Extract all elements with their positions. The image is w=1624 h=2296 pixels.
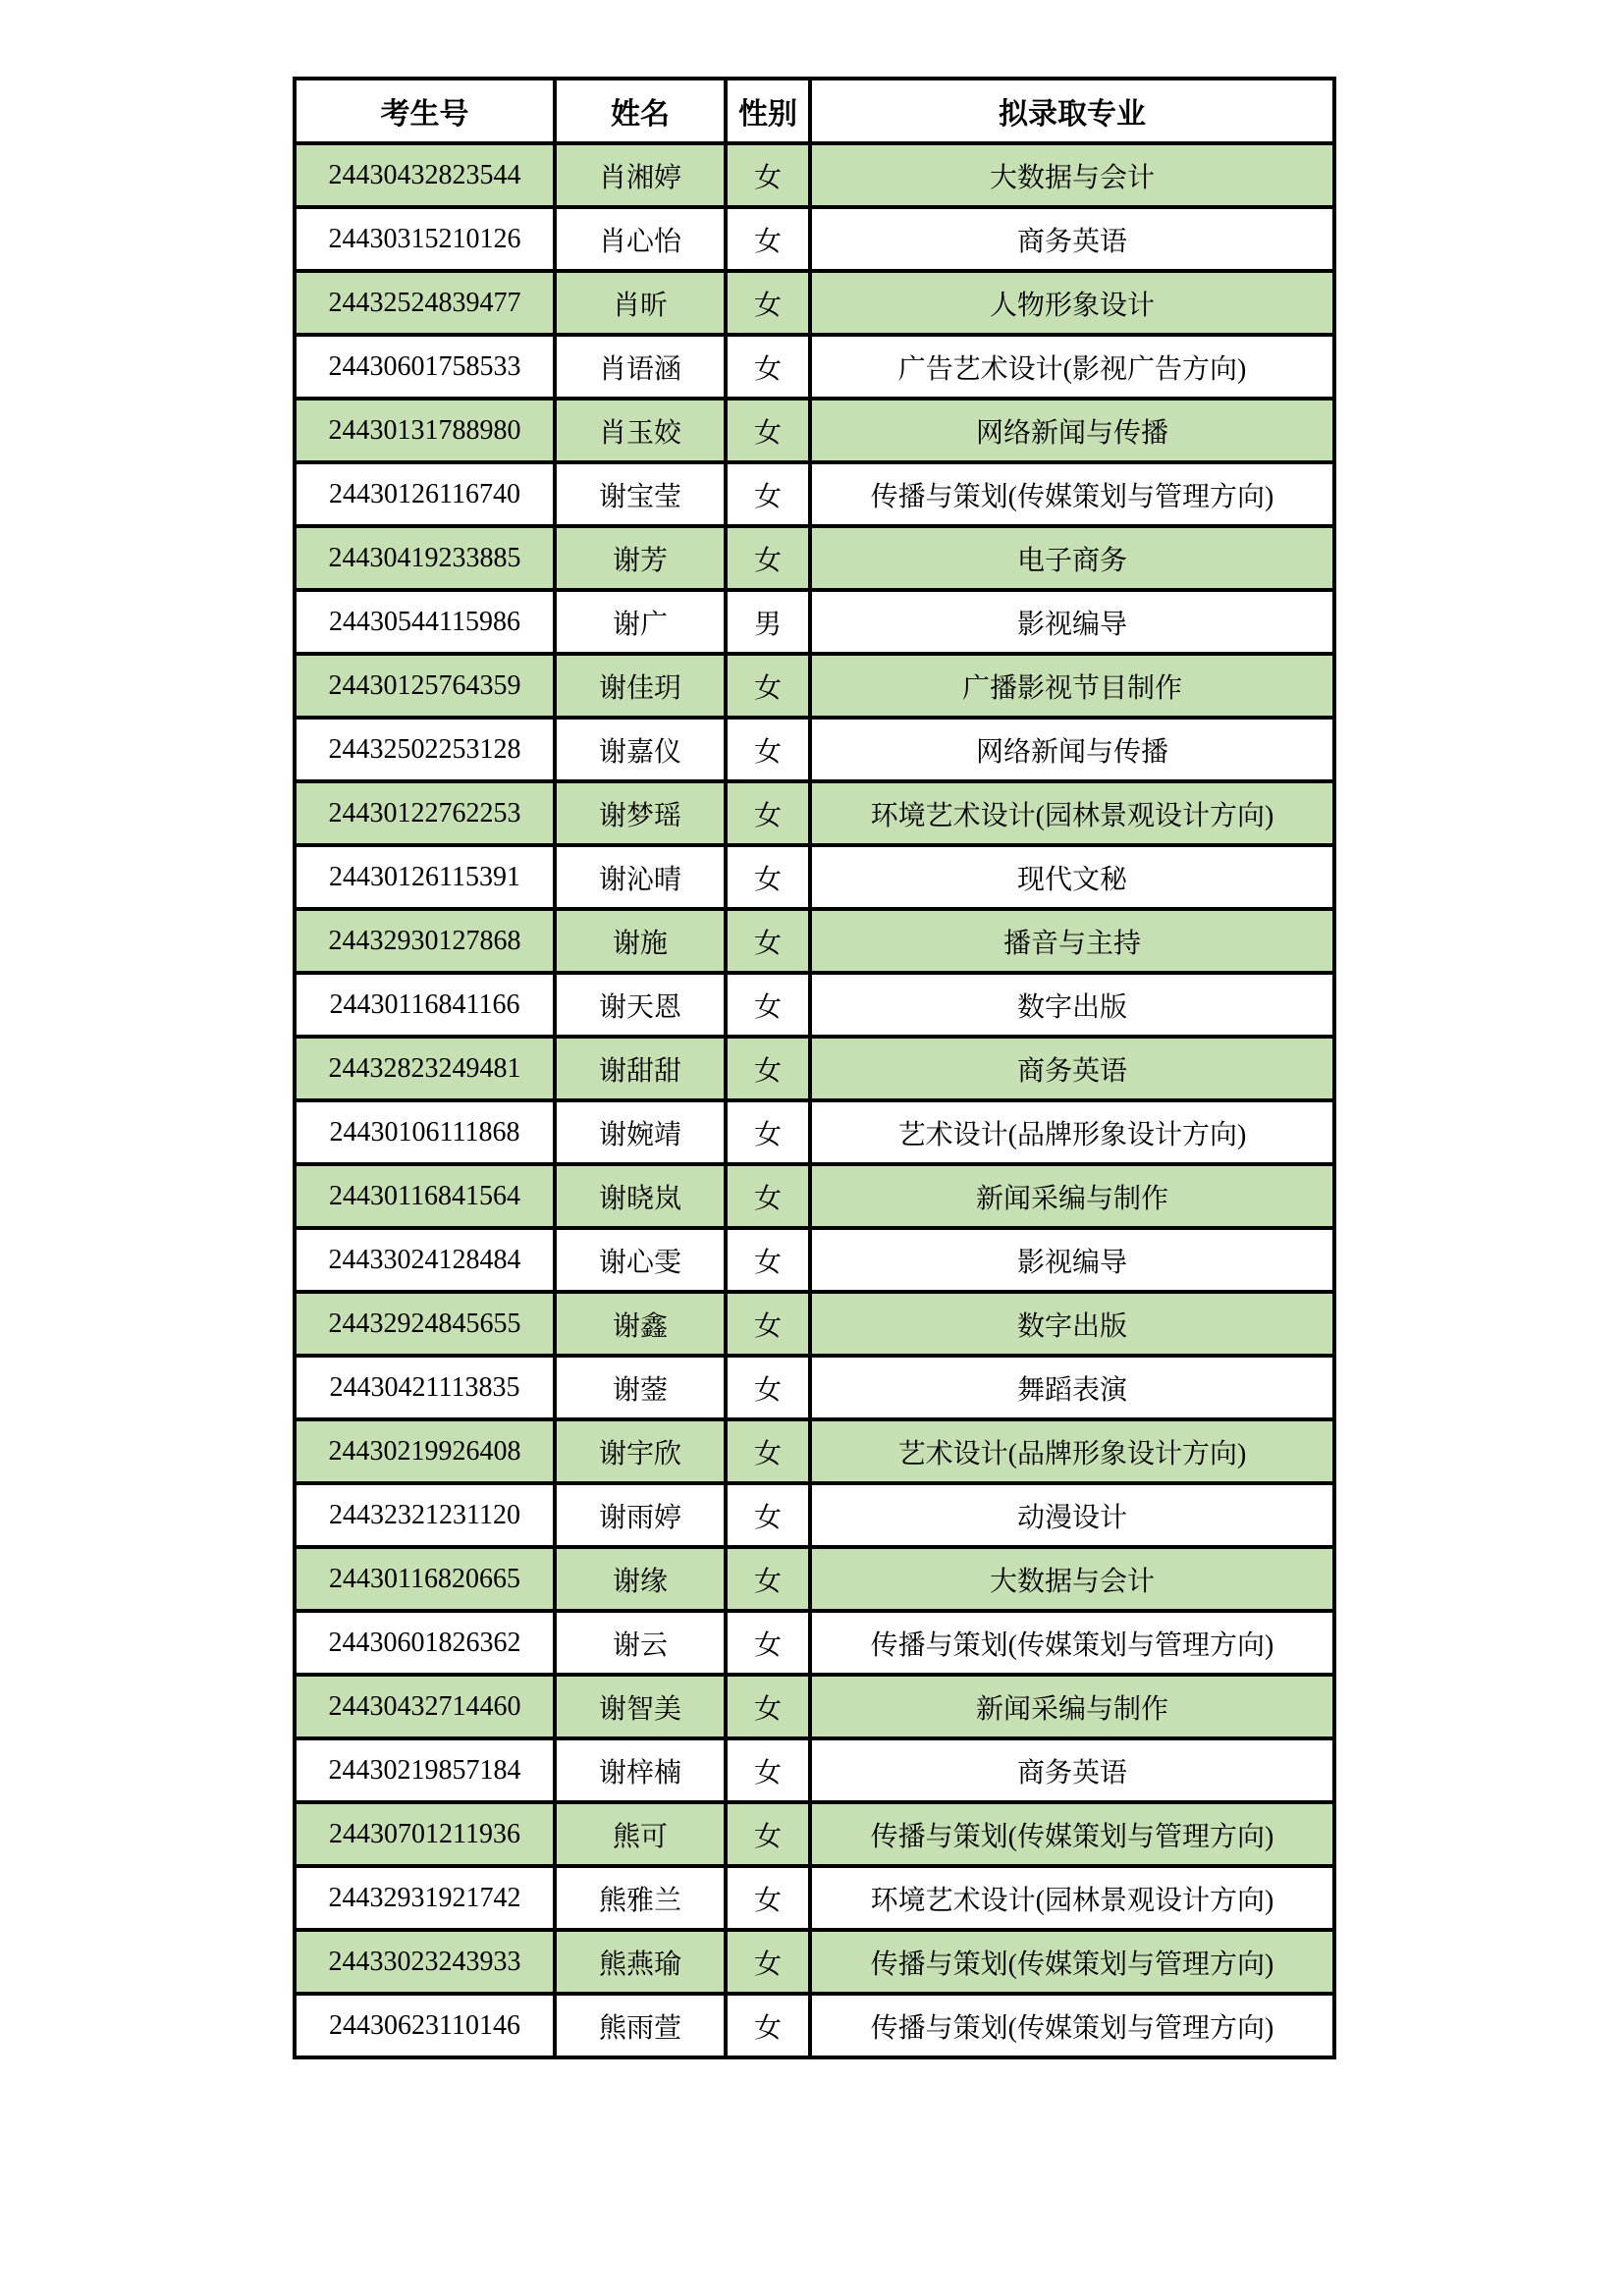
- candidate-id-cell: 24432502253128: [295, 718, 555, 781]
- gender-cell: 女: [726, 399, 810, 462]
- gender-cell: 女: [726, 1292, 810, 1356]
- candidate-id-cell: 24433024128484: [295, 1228, 555, 1292]
- name-cell: 谢沁晴: [555, 845, 726, 909]
- gender-cell: 女: [726, 1356, 810, 1419]
- name-cell: 谢晓岚: [555, 1164, 726, 1228]
- header-row: [295, 79, 1334, 143]
- gender-cell: 女: [726, 1100, 810, 1164]
- name-cell: 肖心怡: [555, 207, 726, 271]
- gender-cell: 女: [726, 1802, 810, 1866]
- candidate-id-cell: 24432524839477: [295, 271, 555, 335]
- major-cell: 艺术设计(品牌形象设计方向): [810, 1100, 1334, 1164]
- candidate-id-cell: 24430315210126: [295, 207, 555, 271]
- table-row: [295, 845, 1334, 909]
- gender-cell: 女: [726, 718, 810, 781]
- table-row: [295, 590, 1334, 654]
- col-header-gender: 性别: [726, 79, 810, 143]
- name-cell: 谢鑫: [555, 1292, 726, 1356]
- gender-cell: 女: [726, 1738, 810, 1802]
- candidate-id-cell: 24432931921742: [295, 1866, 555, 1930]
- gender-cell: 女: [726, 845, 810, 909]
- candidate-id-cell: 24430131788980: [295, 399, 555, 462]
- major-cell: 大数据与会计: [810, 1547, 1334, 1611]
- name-cell: 谢梓楠: [555, 1738, 726, 1802]
- name-cell: 肖玉姣: [555, 399, 726, 462]
- major-cell: 商务英语: [810, 1037, 1334, 1100]
- candidate-id-cell: 24430122762253: [295, 781, 555, 845]
- name-cell: 谢缘: [555, 1547, 726, 1611]
- gender-cell: 女: [726, 335, 810, 399]
- name-cell: 熊燕瑜: [555, 1930, 726, 1994]
- candidate-id-cell: 24430432714460: [295, 1675, 555, 1738]
- gender-cell: 女: [726, 909, 810, 973]
- candidate-id-cell: 24432321231120: [295, 1483, 555, 1547]
- major-cell: 网络新闻与传播: [810, 718, 1334, 781]
- name-cell: 谢芳: [555, 526, 726, 590]
- major-cell: 大数据与会计: [810, 143, 1334, 207]
- table-row: [295, 1802, 1334, 1866]
- name-cell: 谢智美: [555, 1675, 726, 1738]
- major-cell: 动漫设计: [810, 1483, 1334, 1547]
- major-cell: 新闻采编与制作: [810, 1164, 1334, 1228]
- gender-cell: 女: [726, 1994, 810, 2057]
- major-cell: 人物形象设计: [810, 271, 1334, 335]
- candidate-id-cell: 24430623110146: [295, 1994, 555, 2057]
- candidate-id-cell: 24430116820665: [295, 1547, 555, 1611]
- major-cell: 环境艺术设计(园林景观设计方向): [810, 1866, 1334, 1930]
- table-row: [295, 335, 1334, 399]
- name-cell: 谢广: [555, 590, 726, 654]
- candidate-id-cell: 24430116841166: [295, 973, 555, 1037]
- table-row: [295, 1994, 1334, 2057]
- name-cell: 熊可: [555, 1802, 726, 1866]
- gender-cell: 女: [726, 1483, 810, 1547]
- gender-cell: 女: [726, 654, 810, 718]
- table-row: [295, 1164, 1334, 1228]
- candidate-id-cell: 24430219926408: [295, 1419, 555, 1483]
- name-cell: 谢婉靖: [555, 1100, 726, 1164]
- candidate-id-cell: 24430421113835: [295, 1356, 555, 1419]
- table-row: [295, 207, 1334, 271]
- major-cell: 传播与策划(传媒策划与管理方向): [810, 462, 1334, 526]
- major-cell: 广告艺术设计(影视广告方向): [810, 335, 1334, 399]
- name-cell: 谢宝莹: [555, 462, 726, 526]
- candidate-id-cell: 24430116841564: [295, 1164, 555, 1228]
- admission-table: [293, 77, 1336, 2059]
- table-row: [295, 1292, 1334, 1356]
- name-cell: 熊雨萱: [555, 1994, 726, 2057]
- name-cell: 谢雨婷: [555, 1483, 726, 1547]
- table-row: [295, 1483, 1334, 1547]
- candidate-id-cell: 24430419233885: [295, 526, 555, 590]
- table-row: [295, 1675, 1334, 1738]
- table-row: [295, 1419, 1334, 1483]
- major-cell: 现代文秘: [810, 845, 1334, 909]
- gender-cell: 女: [726, 1228, 810, 1292]
- major-cell: 传播与策划(传媒策划与管理方向): [810, 1930, 1334, 1994]
- name-cell: 谢天恩: [555, 973, 726, 1037]
- table-row: [295, 1547, 1334, 1611]
- gender-cell: 女: [726, 1547, 810, 1611]
- table-row: [295, 1866, 1334, 1930]
- candidate-id-cell: 24430432823544: [295, 143, 555, 207]
- major-cell: 影视编导: [810, 1228, 1334, 1292]
- major-cell: 舞蹈表演: [810, 1356, 1334, 1419]
- candidate-id-cell: 24432823249481: [295, 1037, 555, 1100]
- gender-cell: 女: [726, 271, 810, 335]
- candidate-id-cell: 24430544115986: [295, 590, 555, 654]
- name-cell: 谢蓥: [555, 1356, 726, 1419]
- table-row: [295, 526, 1334, 590]
- gender-cell: 女: [726, 1611, 810, 1675]
- gender-cell: 女: [726, 207, 810, 271]
- table-row: [295, 781, 1334, 845]
- candidate-id-cell: 24430701211936: [295, 1802, 555, 1866]
- table-row: [295, 1611, 1334, 1675]
- major-cell: 商务英语: [810, 1738, 1334, 1802]
- gender-cell: 女: [726, 462, 810, 526]
- table-row: [295, 1037, 1334, 1100]
- col-header-candidate-id: 考生号: [295, 79, 555, 143]
- name-cell: 谢心雯: [555, 1228, 726, 1292]
- gender-cell: 女: [726, 526, 810, 590]
- table-row: [295, 462, 1334, 526]
- candidate-id-cell: 24433023243933: [295, 1930, 555, 1994]
- major-cell: 环境艺术设计(园林景观设计方向): [810, 781, 1334, 845]
- major-cell: 数字出版: [810, 1292, 1334, 1356]
- table-row: [295, 654, 1334, 718]
- gender-cell: 女: [726, 1866, 810, 1930]
- major-cell: 电子商务: [810, 526, 1334, 590]
- major-cell: 传播与策划(传媒策划与管理方向): [810, 1611, 1334, 1675]
- candidate-id-cell: 24432924845655: [295, 1292, 555, 1356]
- major-cell: 传播与策划(传媒策划与管理方向): [810, 1802, 1334, 1866]
- name-cell: 谢宇欣: [555, 1419, 726, 1483]
- major-cell: 影视编导: [810, 590, 1334, 654]
- gender-cell: 女: [726, 1675, 810, 1738]
- major-cell: 新闻采编与制作: [810, 1675, 1334, 1738]
- gender-cell: 男: [726, 590, 810, 654]
- candidate-id-cell: 24430125764359: [295, 654, 555, 718]
- col-header-name: 姓名: [555, 79, 726, 143]
- table-row: [295, 1356, 1334, 1419]
- candidate-id-cell: 24430601826362: [295, 1611, 555, 1675]
- major-cell: 传播与策划(传媒策划与管理方向): [810, 1994, 1334, 2057]
- table-row: [295, 1930, 1334, 1994]
- major-cell: 播音与主持: [810, 909, 1334, 973]
- name-cell: 谢施: [555, 909, 726, 973]
- name-cell: 熊雅兰: [555, 1866, 726, 1930]
- major-cell: 网络新闻与传播: [810, 399, 1334, 462]
- gender-cell: 女: [726, 1164, 810, 1228]
- gender-cell: 女: [726, 1037, 810, 1100]
- name-cell: 谢甜甜: [555, 1037, 726, 1100]
- table-row: [295, 271, 1334, 335]
- candidate-id-cell: 24430219857184: [295, 1738, 555, 1802]
- table-row: [295, 1228, 1334, 1292]
- candidate-id-cell: 24430106111868: [295, 1100, 555, 1164]
- name-cell: 谢云: [555, 1611, 726, 1675]
- gender-cell: 女: [726, 1419, 810, 1483]
- major-cell: 艺术设计(品牌形象设计方向): [810, 1419, 1334, 1483]
- gender-cell: 女: [726, 143, 810, 207]
- major-cell: 商务英语: [810, 207, 1334, 271]
- name-cell: 肖湘婷: [555, 143, 726, 207]
- col-header-major: 拟录取专业: [810, 79, 1334, 143]
- table-row: [295, 143, 1334, 207]
- major-cell: 数字出版: [810, 973, 1334, 1037]
- table-row: [295, 399, 1334, 462]
- table-row: [295, 1738, 1334, 1802]
- major-cell: 广播影视节目制作: [810, 654, 1334, 718]
- table-body: [295, 143, 1334, 2057]
- table-row: [295, 973, 1334, 1037]
- candidate-id-cell: 24432930127868: [295, 909, 555, 973]
- candidate-id-cell: 24430126115391: [295, 845, 555, 909]
- gender-cell: 女: [726, 973, 810, 1037]
- table-row: [295, 718, 1334, 781]
- table-row: [295, 909, 1334, 973]
- gender-cell: 女: [726, 1930, 810, 1994]
- name-cell: 谢佳玥: [555, 654, 726, 718]
- name-cell: 肖语涵: [555, 335, 726, 399]
- name-cell: 肖昕: [555, 271, 726, 335]
- table-row: [295, 1100, 1334, 1164]
- gender-cell: 女: [726, 781, 810, 845]
- name-cell: 谢嘉仪: [555, 718, 726, 781]
- candidate-id-cell: 24430126116740: [295, 462, 555, 526]
- name-cell: 谢梦瑶: [555, 781, 726, 845]
- candidate-id-cell: 24430601758533: [295, 335, 555, 399]
